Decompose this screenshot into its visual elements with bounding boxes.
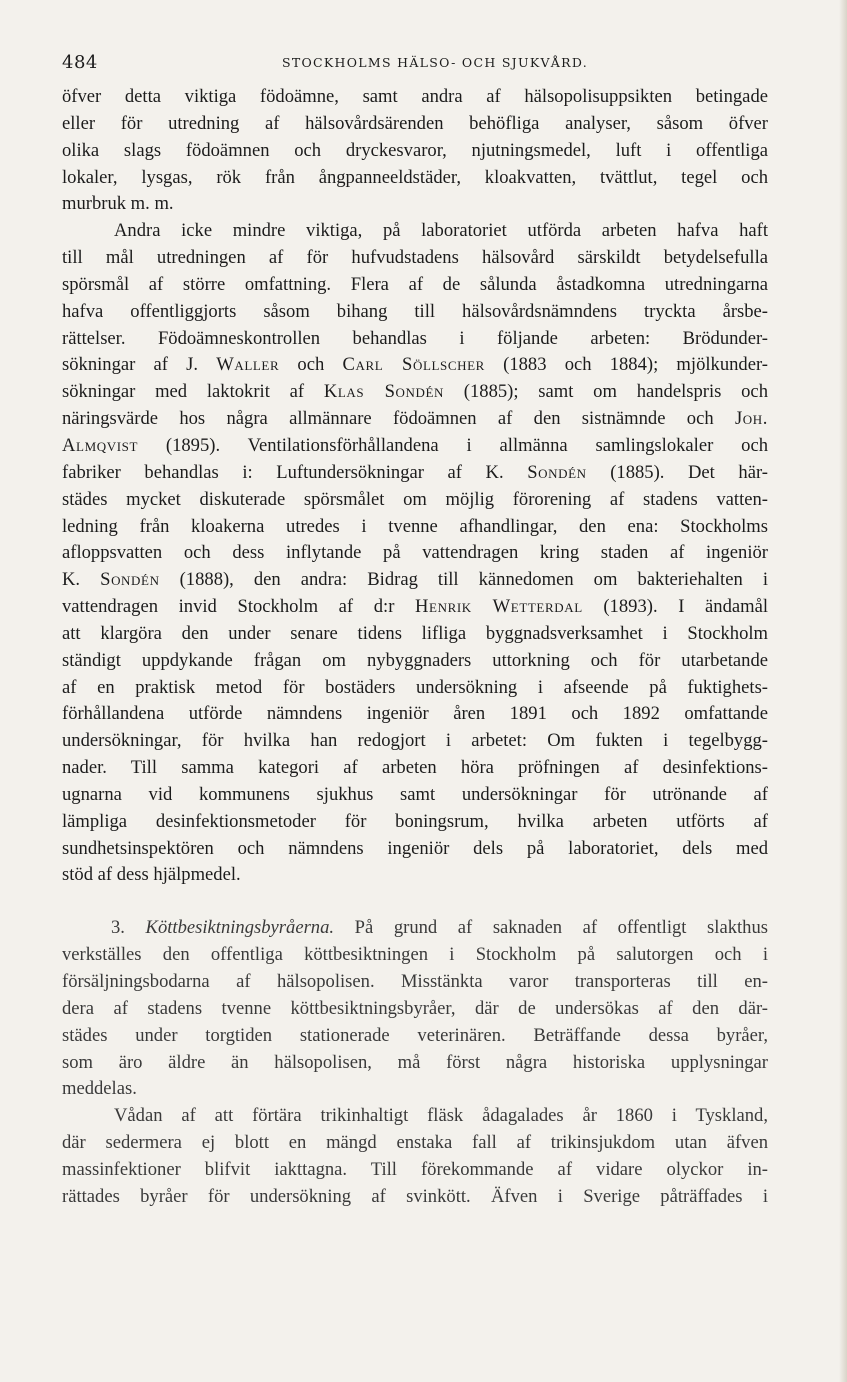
text-fragment: sökningar med laktokrit af xyxy=(62,381,324,403)
text-line: ledning från kloakerna utredes i tvenne afhandlingar, den ena: Stockholms xyxy=(62,515,768,537)
text-line xyxy=(62,406,768,433)
author-name: Henrik Wetterdal xyxy=(415,596,583,618)
text-line: af en praktisk metod för bostäders undersökning i afseende på fuktighets- xyxy=(62,676,768,698)
section-gap xyxy=(62,889,768,915)
author-name: Almqvist xyxy=(62,434,139,456)
text-line xyxy=(62,379,768,406)
text-line: lokaler, lysgas, rök från ångpanneeldstäder, kloakvatten, tvättlut, tegel och xyxy=(62,166,768,188)
text-line: murbruk m. m. xyxy=(62,193,174,215)
text-line: rättelser. Födoämneskontrollen behandlas i följande arbeten: Brödunder- xyxy=(62,327,768,349)
text-line: att klargöra den under senare tidens lifliga byggnadsverksamhet i Stockholm xyxy=(62,622,768,644)
text-fragment: (1893). I ändamål xyxy=(582,596,768,618)
text-line: nader. Till samma kategori af arbeten höra pröfningen af desinfektions- xyxy=(62,757,768,779)
text-line: dera af stadens tvenne köttbesiktningsbyråer, där de undersökas af den där- xyxy=(62,997,768,1019)
text-fragment: (1895). Ventilationsförhållandena i allmänna samlingslokaler och xyxy=(138,434,768,456)
text-line: spörsmål af större omfattning. Flera af de sålunda åstadkomna utredningarna xyxy=(62,273,768,295)
section-number: 3. xyxy=(111,917,125,939)
text-line: som äro äldre än hälsopolisen, må först några historiska upplysningar xyxy=(62,1051,768,1073)
text-line: meddelas. xyxy=(62,1078,137,1100)
author-name: Sondén xyxy=(527,461,587,483)
page-edge-shadow xyxy=(839,0,847,1382)
page-body xyxy=(62,84,768,1211)
text-fragment: (1883 och 1884); mjölkunder- xyxy=(484,354,768,376)
text-line: rättades byråer för undersökning af svinkött. Äfven i Sverige påträffades i xyxy=(62,1185,768,1207)
text-line: ugnarna vid kommunens sjukhus samt undersökningar för utrönande af xyxy=(62,783,768,805)
text-fragment: fabriker behandlas i: Luftundersökningar af K. xyxy=(62,461,528,483)
text-line xyxy=(62,567,768,594)
text-line xyxy=(62,433,768,460)
text-line: eller för utredning af hälsovårdsärenden behöfliga analyser, såsom öfver xyxy=(62,112,768,134)
text-line: Vådan af att förtära trikinhaltigt fläsk ådagalades år 1860 i Tyskland, xyxy=(114,1105,768,1127)
text-line: undersökningar, för hvilka han redogjort i arbetet: Om fukten i tegelbygg- xyxy=(62,730,768,752)
text-line xyxy=(62,460,768,487)
text-fragment: (1885); samt om handelspris och xyxy=(444,381,768,403)
author-name: Joh. xyxy=(734,408,768,430)
text-line: där sedermera ej blott en mängd enstaka fall af trikinsjukdom utan äfven xyxy=(62,1132,768,1154)
text-fragment: näringsvärde hos några allmännare födoämnen af den sistnämnde och xyxy=(62,408,735,430)
text-fragment: (1885). Det här- xyxy=(586,461,768,483)
author-name: Waller xyxy=(216,354,280,376)
text-line: städes under torgtiden stationerade veterinären. Beträffande dessa byråer, xyxy=(62,1024,768,1046)
author-name: Klas Sondén xyxy=(323,381,445,403)
text-line xyxy=(62,352,768,379)
page-number: 484 xyxy=(62,52,98,73)
text-line: förhållandena utförde nämndens ingeniör åren 1891 och 1892 omfattande xyxy=(62,703,768,725)
text-fragment: På grund af saknaden af offentligt slakthus xyxy=(334,917,768,939)
text-line: Andra icke mindre viktiga, på laboratoriet utförda arbeten hafva haft xyxy=(114,220,768,242)
text-line: afloppsvatten och dess inflytande på vattendragen kring staden af ingeniör xyxy=(62,542,768,564)
text-fragment: (1888), den andra: Bidrag till kännedomen om bakteriehalten i xyxy=(159,569,768,591)
text-line: verkställes den offentliga köttbesiktningen i Stockholm på salutorgen och i xyxy=(62,944,768,966)
section-title: Köttbesiktningsbyråerna. xyxy=(145,917,335,939)
text-line: öfver detta viktiga födoämne, samt andra af hälsopolisuppsikten betingade xyxy=(62,86,768,107)
section-heading-line xyxy=(62,915,768,942)
author-name: Carl Söllscher xyxy=(342,354,485,376)
text-line: städes mycket diskuterade spörsmålet om möjlig förorening af stadens vatten- xyxy=(62,488,768,510)
text-fragment: sökningar af J. xyxy=(62,354,217,376)
text-line: sundhetsinspektören och nämndens ingeniör dels på laboratoriet, dels med xyxy=(62,837,768,859)
text-fragment: K. xyxy=(62,569,101,591)
text-fragment: och xyxy=(279,354,343,376)
text-line: massinfektioner blifvit iakttagna. Till förekommande af vidare olyckor in- xyxy=(62,1158,768,1180)
text-line: lämpliga desinfektionsmetoder för boningsrum, hvilka arbeten utförts af xyxy=(62,810,768,832)
running-head: STOCKHOLMS HÄLSO- OCH SJUKVÅRD. xyxy=(282,55,588,70)
text-line: försäljningsbodarna af hälsopolisen. Misstänkta varor transporteras till en- xyxy=(62,971,768,992)
text-line xyxy=(62,594,768,621)
author-name: Sondén xyxy=(100,569,160,591)
text-line: stöd af dess hjälpmedel. xyxy=(62,864,241,886)
page-header xyxy=(62,52,768,76)
text-line: olika slags födoämnen och dryckesvaror, njutningsmedel, luft i offentliga xyxy=(62,139,768,161)
text-line: hafva offentliggjorts såsom bihang till hälsovårdsnämndens tryckta årsbe- xyxy=(62,300,768,322)
text-line: till mål utredningen af för hufvudstadens hälsovård särskildt betydelsefulla xyxy=(62,247,768,269)
text-line: ständigt uppdykande frågan om nybyggnaders uttorkning och för utarbetande xyxy=(62,649,768,671)
text-fragment: vattendragen invid Stockholm af d:r xyxy=(62,596,416,618)
